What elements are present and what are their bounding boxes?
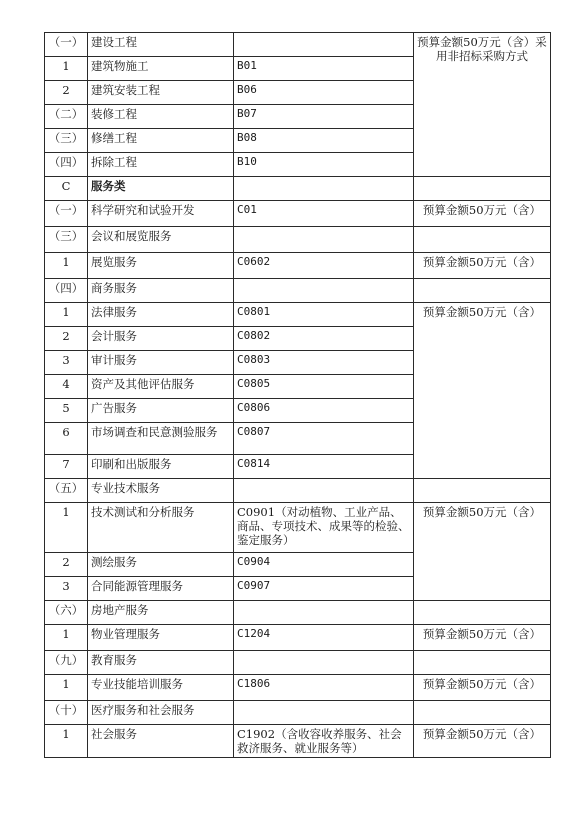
- table-row: [45, 33, 551, 57]
- item-code: B10: [234, 153, 414, 177]
- note-empty: [414, 651, 551, 675]
- note-budget: 预算金额50万元（含）: [414, 201, 551, 227]
- item-name: 商务服务: [88, 279, 234, 303]
- row-number: 1: [45, 625, 88, 651]
- table-row: [45, 303, 551, 327]
- item-code: C1204: [234, 625, 414, 651]
- item-name: 专业技能培训服务: [88, 675, 234, 701]
- item-name: 建设工程: [88, 33, 234, 57]
- item-name: 合同能源管理服务: [88, 577, 234, 601]
- note-budget: 预算金额50万元（含）: [414, 725, 551, 758]
- item-code: B06: [234, 81, 414, 105]
- note-budget: 预算金额50万元（含）: [414, 303, 551, 479]
- item-code: C0801: [234, 303, 414, 327]
- item-code: C0807: [234, 423, 414, 455]
- item-name: 会计服务: [88, 327, 234, 351]
- table-row: [45, 479, 551, 503]
- table-row: [45, 625, 551, 651]
- item-name: 建筑安装工程: [88, 81, 234, 105]
- row-number: （二）: [45, 105, 88, 129]
- item-name: 测绘服务: [88, 553, 234, 577]
- table-row: [45, 601, 551, 625]
- row-number: （三）: [45, 227, 88, 253]
- item-code: C01: [234, 201, 414, 227]
- item-code: [234, 701, 414, 725]
- row-number: 2: [45, 81, 88, 105]
- note-empty: [414, 479, 551, 503]
- item-name: 技术测试和分析服务: [88, 503, 234, 553]
- table-row: [45, 177, 551, 201]
- item-code: C0803: [234, 351, 414, 375]
- item-name: 法律服务: [88, 303, 234, 327]
- item-code: C0814: [234, 455, 414, 479]
- item-name: 市场调查和民意测验服务: [88, 423, 234, 455]
- item-code: C0904: [234, 553, 414, 577]
- row-number: （三）: [45, 129, 88, 153]
- table-row: [45, 201, 551, 227]
- note-budget: 预算金额50万元（含）: [414, 253, 551, 279]
- note-empty: [414, 227, 551, 253]
- row-number: 1: [45, 303, 88, 327]
- table-row: [45, 503, 551, 553]
- row-number: 3: [45, 577, 88, 601]
- note-budget: 预算金额50万元（含）: [414, 675, 551, 701]
- table-row: [45, 227, 551, 253]
- item-code: C1902（含收容收养服务、社会救济服务、就业服务等）: [234, 725, 414, 758]
- item-code: [234, 279, 414, 303]
- row-number: 2: [45, 327, 88, 351]
- note-empty: [414, 701, 551, 725]
- item-name: 服务类: [88, 177, 234, 201]
- item-name: 展览服务: [88, 253, 234, 279]
- item-code: [234, 479, 414, 503]
- item-name: 物业管理服务: [88, 625, 234, 651]
- item-code: [234, 651, 414, 675]
- item-name: 社会服务: [88, 725, 234, 758]
- table-row: [45, 651, 551, 675]
- item-name: 建筑物施工: [88, 57, 234, 81]
- item-code: B07: [234, 105, 414, 129]
- note-empty: [414, 601, 551, 625]
- item-name: 资产及其他评估服务: [88, 375, 234, 399]
- item-code: B01: [234, 57, 414, 81]
- item-name: 教育服务: [88, 651, 234, 675]
- row-number: 1: [45, 725, 88, 758]
- item-name: 会议和展览服务: [88, 227, 234, 253]
- note-empty: [414, 177, 551, 201]
- item-name: 印刷和出版服务: [88, 455, 234, 479]
- item-name: 审计服务: [88, 351, 234, 375]
- item-code: [234, 177, 414, 201]
- row-number: （一）: [45, 33, 88, 57]
- item-code: B08: [234, 129, 414, 153]
- table-row: [45, 701, 551, 725]
- row-number: （一）: [45, 201, 88, 227]
- table-row: [45, 279, 551, 303]
- row-number: 3: [45, 351, 88, 375]
- row-number: 7: [45, 455, 88, 479]
- note-construction: 预算金额50万元（含）采用非招标采购方式: [414, 33, 551, 177]
- item-name: 广告服务: [88, 399, 234, 423]
- row-number: 1: [45, 253, 88, 279]
- item-name: 房地产服务: [88, 601, 234, 625]
- row-number: 4: [45, 375, 88, 399]
- item-name: 专业技术服务: [88, 479, 234, 503]
- note-empty: [414, 279, 551, 303]
- table-row: [45, 253, 551, 279]
- item-code: C0806: [234, 399, 414, 423]
- row-number: 5: [45, 399, 88, 423]
- item-code: C0907: [234, 577, 414, 601]
- row-number: C: [45, 177, 88, 201]
- item-name: 修缮工程: [88, 129, 234, 153]
- item-code: C0602: [234, 253, 414, 279]
- note-budget: 预算金额50万元（含）: [414, 503, 551, 601]
- row-number: 1: [45, 503, 88, 553]
- table-row: [45, 675, 551, 701]
- procurement-table: [44, 32, 551, 758]
- item-code: [234, 601, 414, 625]
- row-number: 1: [45, 57, 88, 81]
- row-number: （六）: [45, 601, 88, 625]
- row-number: （十）: [45, 701, 88, 725]
- row-number: 1: [45, 675, 88, 701]
- table-row: [45, 725, 551, 758]
- item-code: [234, 33, 414, 57]
- item-name: 医疗服务和社会服务: [88, 701, 234, 725]
- item-code: C0805: [234, 375, 414, 399]
- item-name: 装修工程: [88, 105, 234, 129]
- note-budget: 预算金额50万元（含）: [414, 625, 551, 651]
- row-number: （四）: [45, 153, 88, 177]
- item-name: 拆除工程: [88, 153, 234, 177]
- item-name: 科学研究和试验开发: [88, 201, 234, 227]
- item-code: C0802: [234, 327, 414, 351]
- row-number: （九）: [45, 651, 88, 675]
- item-code: [234, 227, 414, 253]
- item-code: C0901（对动植物、工业产品、商品、专项技术、成果等的检验、鉴定服务）: [234, 503, 414, 553]
- item-code: C1806: [234, 675, 414, 701]
- row-number: 6: [45, 423, 88, 455]
- row-number: （四）: [45, 279, 88, 303]
- row-number: 2: [45, 553, 88, 577]
- row-number: （五）: [45, 479, 88, 503]
